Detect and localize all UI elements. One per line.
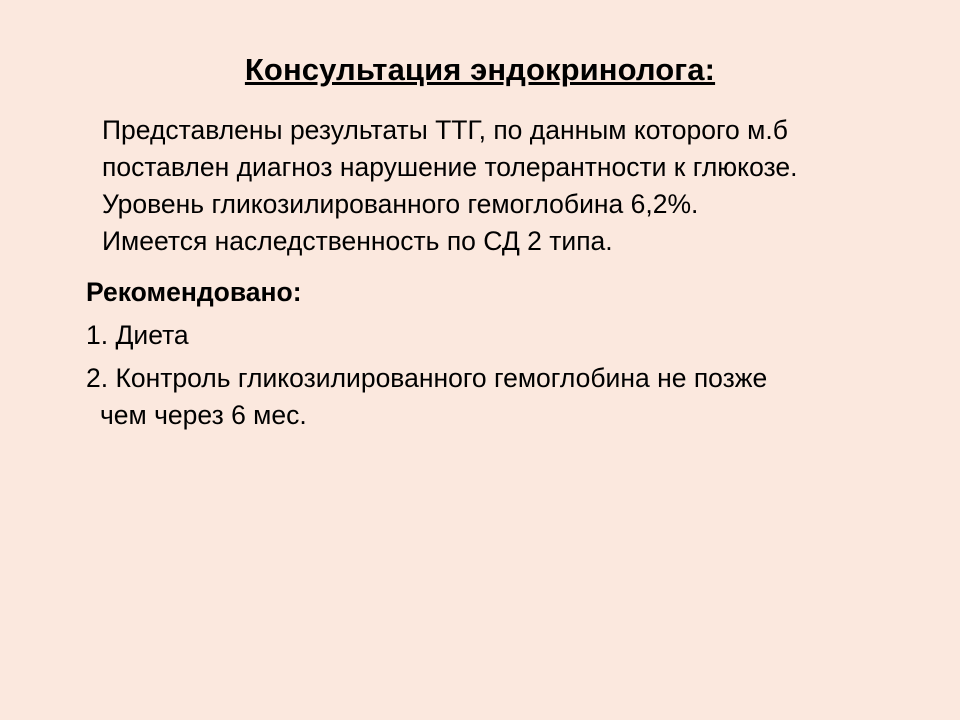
spacer-before-recommendations [86, 260, 906, 274]
list-item-1: 1. Диета [86, 320, 189, 350]
paragraph-line-3: Уровень гликозилированного гемоглобина 6,2%. [102, 189, 699, 219]
page-title: Консультация эндокринолога: [244, 52, 716, 87]
list-item-2-continuation: чем через 6 мес. [100, 400, 307, 430]
slide-body [86, 112, 906, 434]
paragraph-line-1: Представлены результаты ТТГ, по данным которого м.б [102, 115, 788, 145]
paragraph-line-2: поставлен диагноз нарушение толерантности к глюкозе. [102, 152, 798, 182]
recommendations-heading: Рекомендовано: [86, 277, 302, 307]
list-item-2: 2. Контроль гликозилированного гемоглобина не позже [86, 363, 768, 393]
paragraph-line-4: Имеется наследственность по СД 2 типа. [102, 226, 613, 256]
